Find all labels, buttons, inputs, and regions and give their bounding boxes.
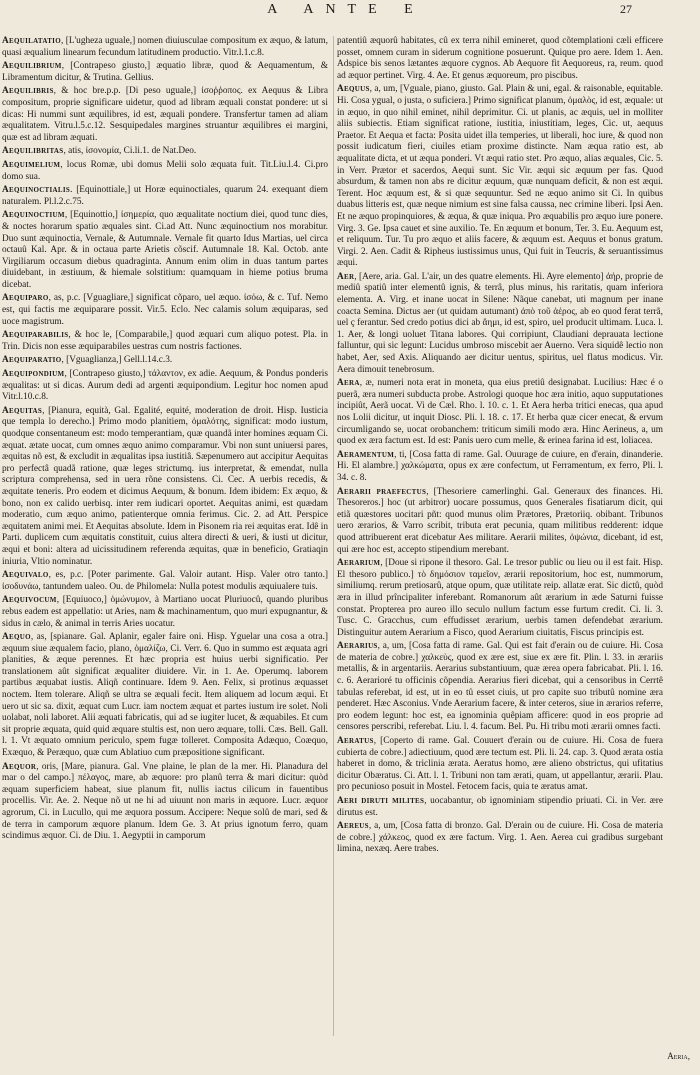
entry-headword: Aequilibritas — [2, 146, 64, 157]
entry-definition: , a, um, [Cosa fatta di rame. Gal. Qui est fait d'erain ou de cuiure. Hi. Cosa de materia de cobre.] χαλκεὺς, quod ex ære est, siue ex ære fit. Plin. l. 33. in ærariis metallis, & in argentariis. Aerarius substantiuum, quæ ærea opera fabricabat. Pli. l. 16. c. 6. Aerarioré tu officinis cõpendia. Aerarius fieri dicebat, qui a censoribus in Cerrtê tabulas referebat, id est, ut in eo tû esset ciuis, ut pro capite suo tributû nomine æra penderet. Hæc Asconius. Vnde Aerarium facere, & inter ceteros, siue in ærarios referre, pro eodem legunt: hoc est, ea ignominia quêpiam afficere: quod in eos proprie ad censores perscribi, referebat. Liu. l. 4. facum. Bel. Pu. Hi tribu moti ærarii omnes facti. — [337, 641, 663, 733]
column-divider — [333, 36, 334, 1036]
entry-headword: Aequitas — [2, 405, 43, 416]
entry-definition: , & hoc le, [Comparabile,] quod æquari cum aliquo potest. Pla. in Trin. Dicis non esse æquiparabiles uestras cum nostris factiones. — [2, 330, 328, 352]
entry-headword: Aequiparatio — [2, 355, 62, 366]
dictionary-entry — [337, 450, 663, 485]
dictionary-entry — [337, 736, 663, 794]
entry-headword: Aequiparo — [2, 293, 49, 304]
dictionary-entry — [337, 487, 663, 557]
entry-headword: Aequiparabilis — [2, 330, 69, 341]
entry-headword: Aequinoctium — [2, 210, 65, 221]
entry-headword: Aequipondium — [2, 369, 65, 380]
entry-headword: Aeramentum — [337, 449, 395, 460]
entry-headword: Aequivocum — [2, 595, 57, 606]
dictionary-entry — [337, 796, 663, 819]
entry-headword: Aerarii praefectus — [337, 486, 427, 497]
dictionary-entry — [337, 821, 663, 856]
entry-definition: , [Contrapeso giusto,] τάλαντον, ex adie. Aequum, & Pondus ponderis æqualitas: ut si dicas. Aurum dedi ad argenti æquipondium. Legitur hoc nomen apud Vitr.l.10.c.8. — [2, 369, 328, 403]
dictionary-entry — [2, 86, 328, 144]
dictionary-entry — [2, 61, 328, 84]
entry-definition: , [Contrapeso giusto,] æquatio libræ, quod & Aequamentum, & Libramentum dicitur, & Trutina. Gellius. — [2, 61, 328, 83]
entry-definition: , [Equinottio,] ἰσημερία, quo æqualitate noctium diei, quod tunc dies, & noctes horarum spatio æquales sint. Ci.ad Att. Nunc æquinoctium nos morabitur. Duo sunt æquinoctia, Vernale, & Autumnale. Vernale fit quarto Idus Martias, uel circa octauû Kal. Apr. & in octaua parte Arietis cõscif. Autumnale 18. Kal. Octob. ante Virgiliarum occasum diebus quadraginta. Annum enim olim in duas tantum partes diuidebant, in æstiuum, & hiemale solstitium: quamquam in hieme potius bruma dicebat. — [2, 210, 328, 290]
entry-headword: Aequinoctialis — [2, 185, 71, 196]
dictionary-entry — [2, 570, 328, 593]
entry-headword: Aereus — [337, 821, 369, 832]
dictionary-entry — [337, 558, 663, 639]
dictionary-entry — [2, 406, 328, 568]
dictionary-entry — [2, 632, 328, 760]
entry-definition: , as, p.c. [Vguagliare,] significat cõparo, uel æquo. ἰσόω, & c. Tuf. Nemo est, qui factis me æquiparare possit. Vir.5. Eclo. Nec calamis solum æquiparas, sed uoce magistrum. — [2, 293, 328, 327]
entry-definition: , es, p.c. [Poter parimente. Gal. Valoir autant. Hisp. Valer otro tanto.] ἰσοδυνάω, tantundem ualeo. Ou. de Philomela: Nulla potest modulis æquiualere tuis. — [2, 570, 328, 592]
entry-headword: Aeri diruti milites — [337, 796, 425, 806]
entry-definition: , as, [spianare. Gal. Aplanir, egaler faire oni. Hisp. Yguelar una cosa a otra.] æquum siue æqualem facio, plano, ὁμαλίζω, Ci. Verr. 6. Quo in summo est æquata agri planities, & æque perennes. Et hæc propria est huius uerbi significatio. Per translationem aût significat æqualiter diuidere. Vir. in 1. Ae. Operumq. laborem partibus æquabat iustis. Aliqñ continuare. Idem 9. Aen. Felix, si protinus æquasset noctem. Item tolerare. Aliqñ se ultra se æquali fecit. Item aliquem ad locum æqui. Et uero ut sic sa. dixit, æquat cum Lucr. iam noctem æquat et partes iustum ire solet. Noli uolabat, noli laboret. Alii æquati fabricatis, qui ad se iugiter lucet, & æquabiles. Et cum sit proprie æquata, quid quid æquare stultis est, non uero æquare, tolli. Cæs. Bell. Gall. l. 1. Vt æquato omnium periculo, spem fugæ tolleret. Composita Adæquo, Coæquo, Exæquo, & Peræquo, quæ cum Ablatiuo cum præpositione significant. — [2, 632, 328, 759]
entry-headword: Aequo — [2, 632, 31, 643]
entry-definition: , [Pianura, equità, Gal. Egalité, equité, moderation de droit. Hisp. Iusticia que templa lo derecho.] Primo modo planitiem, ὁμαλότης, significat: modo iustum, quodque consentaneum est: modo temperantiam, quæ quandã inter homines æquam Ci. æquat. ætate uocat, cum omnes æquo animo comparamur. Vbi non sunt uniuersi pares, æquitas nõ est, & excludit in æqualitas ipsa iustitiâ. Sæpenumero aut accipitur Aequitas pro perfectâ quadã ratione, quæ leges strictumq. ius interpretat, & emendat, nulla scriptura comprehensa, sed in uera rõne consistens. Ci. Cec. A uerbis recedis, & æquitate teneris. Pro eodem et dicimus Aequum, & bonum. Idem ibidem: Ex æquo, & bono, non ex calido uerbisq. inter rem iudicari oportet. Aequitas animi, est quædam moderatio, cum æquo animo, patienterque omnia ferimus. Cic. 2. ad Att. Perspice æquitatem animi mei. Et Aequitas absolute. Idem in Pisonem ria rei æquitas erat. Idê in Parti. duplicem cum æquitatis constituit, cuius altera directi & ueri, & iusti ut dicitur, æqui et boni: altera ad uicissitudinem referenda æquitas, quæ in beneficio, Gratiaqin iniuria, Vltio nominatur. — [2, 405, 328, 567]
entry-definition: , oris, [Mare, pianura. Gal. Vne plaine, le plan de la mer. Hi. Planadura del mar o del campo.] πέλαγος, mare, ab æquore: pro planû terra & mari dicitur: quòd æquam superficiem habeat, siue planum fit, nullis iactus cilicum in fauentibus procellis. Vir. Ae. 2. Neque nõ ut ne hi ad uiuunt non maris in æquore. Lucr. æquor agrorum, Ci. in Lucullo, qui me æquora possum. Accipere: Neque solû de mari, sed & de terra in camporum æquore planum. Idem Ge. 3. At prius ignotum ferro, quam scindimus æquor. Ci. de Diu. 1. Aegyptii in camporum — [2, 761, 328, 842]
dictionary-entry — [2, 330, 328, 353]
entry-headword: Aequilibrium — [2, 61, 62, 72]
dictionary-entry — [2, 210, 328, 291]
entry-definition: , uocabantur, ob ignominiam stipendio priuati. Ci. in Ver. ære dirutus est. — [337, 796, 663, 818]
entry-definition: , [Equiuoco,] ὁμώνυμον, à Martiano uocat Pluriuocû, quando pluribus rebus eadem est appellatio: ut Aries, nam & machinamentum, quo muri expugnantur, & sidus in cælo, & animal in terris Aries uocatur. — [2, 595, 328, 629]
page-header — [0, 2, 700, 20]
entry-definition: , a, um, [Cosa fatta di bronzo. Gal. D'erain ou de cuiure. Hi. Cosa de materia de cobre.] χάλκεος, quod ex ære factum. Virg. 1. Aen. Aerea cui gradibus surgebant limina, nexæq. Aere trabes. — [337, 821, 663, 855]
dictionary-entry — [2, 595, 328, 630]
entry-headword: Aerarius — [337, 641, 378, 652]
entry-headword: Aerarium — [337, 558, 381, 569]
dictionary-entry — [2, 369, 328, 404]
entry-headword: Aequivalo — [2, 570, 49, 581]
entry-definition: , [Aere, aria. Gal. L'air, un des quatre elements. Hi. Ayre elemento] ἀήρ, proprie de mediû spatiû inter elementû ignis, & terrâ, plus minus, his raritatis, quam inferiora elementa. A. Virg. et inane uocat in Silene: Nãque canebat, uti magnum per inane coacta Semina. Dictus aer (ut quidam autumant) ἀπὸ τοῦ ἀέρος, ab eo quod ferat terrã, uel ç ferantur. Sed credo potius dici ab ἄημι, id est, spiro, uel producit ultimam. Luca. l. 1. Aer, & longi uoluet Titana labores. Qui corripiunt, Claudiani deprauata lectione falluntur, qui sic legunt: Lucidus umbroso miscebit aer Auerno. Vera siquidê lectio non habet, Aer, sed Axis. Aliquando aer dicitur uentus, spiritus, uel flatus modicus. Vir. Aera dimouit tenebrosum. — [337, 271, 663, 375]
right-column — [337, 36, 663, 1066]
entry-definition: , æ, numeri nota erat in moneta, qua eius pretiû designabat. Lucilius: Hæc é o puerã, æra numeri subducta probe. Astrologi quoque hoc æra initio, aquo supputationes incipiût, Aerã uocat. Vi de Cæl. Rho. l. 10. c. 1. Et Aera herba tritici enecas, qua apud nos Lolii dicitur, ut inquit Diosc. Pli. l. 18. c. 17. Et herba quæ cicer enecat, & ervum circumligando se, uocat orobanchem: triticum simili modo æra. Hinc Aerineus, a, um quod ex æra factum est. Id est: Panis uero cum melle, & erinea farina id est, loliacea. — [337, 378, 663, 447]
entry-definition: , [L'ugheza uguale,] nomen diuiusculae compositum ex æquo, & latum, quasi æqualium linearum fecundum latitudinem productio. Vitr.l.1.c.8. — [2, 36, 328, 58]
entry-definition: , [Coperto di rame. Gal. Couuert d'erain ou de cuiure. Hi. Cosa de fuera cubierta de cobre.] adiectiuum, quod ære tectum est. Pli. li. 24. cap. 3. Quod ærata ostia haberet in domo, & triclinia ærata. Aeratus homo, ære alieno obstrictus, qui ufitatius dicitur Obæratus. Ci. Att. l. 1. Tribuni non tam ærati, quam, ut appellantur, ærarii. Plau. pro pecunioso posuit in Mostel. Fetocem facis, quia te æratus amat. — [337, 736, 663, 793]
dictionary-entry — [2, 146, 328, 158]
dictionary-entry — [2, 185, 328, 208]
dictionary-entry — [337, 272, 663, 376]
entry-headword: Aera — [337, 378, 360, 389]
entry-definition: , a, um, [Vguale, piano, giusto. Gal. Plain & uni, egal. & raisonable, equitable. Hi. Cosa ygual, o justa, o suficiera.] Primo significat planum, ὁμαλὸς, id est, æquale: ut in æquo, in quo nihil eminet, nihil deprimitur. Ci. ut planis, ac æquis, uel in molliter aliis subiectis. Etiam significat ratione, iustitia, iniustitiam, leges, Cic. ut, aequus Praetor. Et Aequa et facta: Posita uidet illa temperies, ut liberali, hoc iure, & quod non possit iudicatum fieri, ciuiles etiam proxime distincte. Nam æqua ratio est, ab æqualitate dicta, et ut æqua ponderi. Vt æqui ratio stet. Pro æquo, alias æquales, Cic. 5. in Verr. Prætor et sacerdos, Aequi sunt. Sic Vir. æqui sic æquum per fas. Quod absurdum, & tamen non abs re dicitur æquum, quæ nunquam deficit, & non est æqui. Terent. Hoc æquum est, & si quæ sequuntur. Sed ne æquo animo sit Ci. In quibus duabus litteris est, quæ neque nimium est sine falsa caussa, nec crimine liberi. Ipsi Aen. Et ne æquo propinquiores, & æqua, & quæ iniqua. Pro æquabilis pro æquo iure ponere. Virg. 3. Ge. Ipsa cauet et sine auxilio. Te. En æquum et bonum, Ter. 3. Eu. Aequum est, et reliquum. Tur. Tu pro æquo et aliis facere, & æquum est. Aequus et bonus gratum. Virgi. 2. Aen. Cadit & Ripheus iustissimus unus, Qui fuit in Teucris, & seruantissimus æqui. — [337, 84, 663, 269]
running-title: A ANTE E — [267, 2, 425, 17]
entry-headword: Aeratus — [337, 736, 374, 747]
entry-definition: , & hoc bre.p.p. [Di peso uguale,] ἰσοῤῥοπος. ex Aequus & Libra compositum, proprie significare uidetur, quod ad libram æquali constat pondere: ut si dicas: Hi nummi sunt æquilibres, id est, æquali pondere. Transfertur tamen ad aliam æqualitatem. Vitru.l.5.c.12. Sesquipedales margines struantur æquilibres ei margini, quæ est ad libram æquati. — [2, 86, 328, 143]
dictionary-entry — [2, 160, 328, 183]
entry-definition: , [Thesoriere camerlinghi. Gal. Generaux des finances. Hi. Thesoreros.] hoc (ut arbitror) uocare possumus, quos Generales fisatiarum dicit, qui etiã quæstores uocitari pñt: quod munus olim Prætores, Prætoriiq. obibant. Tribunos uero ærarios, & Varro scribit, tributa erat pecunia, quam militibus redderent: idque quod attribuerent erat dicebatur Aes militare. Aerarii milites, ὀψώνια, dicebant, id est, qui ære hoc est, accepto stipendium merebant. — [337, 486, 663, 555]
catchword: Aeria, — [667, 1051, 690, 1061]
entry-headword: Aequor — [2, 761, 37, 772]
entry-definition: . [Equinottiale,] ut Horæ equinoctiales, quarum 24. exequant diem naturalem. Pl.l.2.c.75. — [2, 185, 328, 207]
dictionary-entry — [337, 84, 663, 270]
dictionary-entry — [2, 762, 328, 843]
dictionary-entry — [337, 641, 663, 734]
entry-definition: , [Vguaglianza,] Gell.l.14.c.3. — [61, 355, 173, 366]
entry-definition: , ti, [Cosa fatta di rame. Gal. Ouurage de cuiure, en d'erain, dinanderie. Hi. El alambre.] χαλκώματα, opus ex ære confectum, ut Ferramentum, ex ferro, Pli. l. 34. c. 8. — [337, 449, 663, 483]
dictionary-entry — [337, 378, 663, 448]
entry-definition: , atis, ἰσονομία, Ci.li.1. de Nat.Deo. — [63, 146, 197, 157]
entry-definition: patentiû æquorû habitates, cû ex terra nihil emineret, quod cõtemplationi cæli efficere posset, omnem curam in siderum cognitione posuerunt. Quique pro aere. Idem 1. Aen. Adspice bis senos lætantes æquore cygnos. Ab Aequore fit Aequoreus, ra, reum. quod ad æquor pertinet. Virg. 4. Ae. Et genus æquoreum, pro piscibus. — [337, 36, 663, 81]
dictionary-entry — [2, 36, 328, 59]
entry-headword: Aequimelium — [2, 159, 61, 170]
entry-definition: , locus Romæ, ubi domus Melii solo æquata fuit. Tit.Liu.l.4. Ci.pro domo sua. — [2, 159, 328, 182]
entry-headword: Aequilatatio — [2, 36, 61, 46]
entry-headword: Aequilibris — [2, 86, 54, 97]
dictionary-entry — [2, 355, 328, 367]
dictionary-entry — [337, 36, 663, 82]
dictionary-entry — [2, 293, 328, 328]
entry-headword: Aer — [337, 271, 355, 282]
entry-headword: Aequus — [337, 84, 370, 95]
left-column — [2, 36, 328, 1066]
entry-definition: , [Doue si ripone il thesoro. Gal. Le tresor public ou lieu ou il est fait. Hisp. El thesoro publico.] τὸ δημόσιον ταμεῖον, ærarii repositorium, hoc est, nummorum, similiumq. rerum pretiosarû, atque opum, quæ utilitate reip. allatæ erat. Sic dictû, quòd æra in illud prîncipaliter inferebant. Romanorum aût ærarium in æde Saturni fuisse constat. Propterea pro aureo illo seculo nullum factum esse furtum credit. Ci. li. 3. Tusc. C. Gracchus, cum effudisset ærarium, uerbis tamen defendebat ærarium. Distinguitur autem Aerarium a Fisco, quod Aerarium ciuitatis, Fiscus principis est. — [337, 558, 663, 638]
page-number: 27 — [620, 2, 632, 16]
